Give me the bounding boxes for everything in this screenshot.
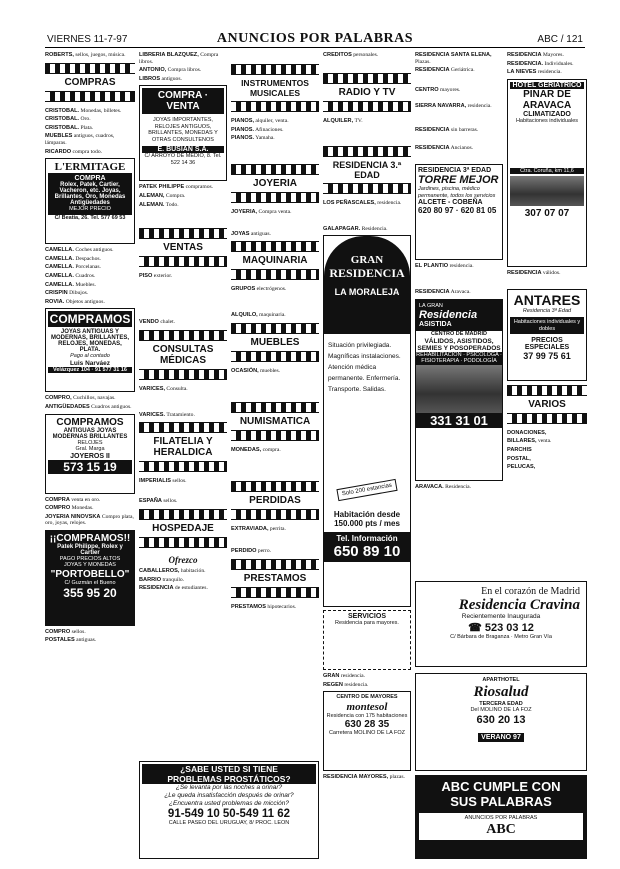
classified-ad: COMPRO, Cuchillos, navajas.	[45, 395, 116, 402]
montesol-ad: CENTRO DE MAYORES montesol Residencia con 175 habitaciones 630 28 35 Carretera MOLINO DE LA FOZ	[323, 691, 411, 771]
classified-ad: MUEBLES antiguos, cuadros, lámparas.	[45, 133, 115, 146]
antares-ad: ANTARES Residencia 3ª Edad Habitaciones individuales y dobles PRECIOS ESPECIALES 37 99 75 61	[507, 289, 587, 381]
classified-ad: COMPRO sellos.	[45, 628, 86, 635]
section-header-residencia: RESIDENCIA 3.ª EDAD	[323, 146, 411, 194]
classified-ad: CRISPIN Dibujos.	[45, 290, 89, 297]
classified-ad: EL PLANTIO residencia.	[415, 263, 474, 270]
classified-ad: LOS PEÑASCALES, residencia.	[323, 199, 402, 206]
classified-ad: RICARDO compra todo.	[45, 148, 103, 155]
classified-ad: VENDO chalet.	[139, 319, 176, 326]
classified-ad: CAMELLA. Cuadros.	[45, 272, 96, 279]
classified-ad: REGEN residencia.	[323, 681, 369, 688]
classified-ad: BARRIO tranquilo.	[139, 576, 185, 583]
classified-ad: ANTONIO, Compra libros.	[139, 67, 202, 74]
column-1	[45, 52, 135, 857]
classified-ad: GALAPAGAR. Residencia.	[323, 225, 388, 232]
classified-ad: RESIDENCIA de estudiantes.	[139, 585, 208, 592]
classified-ad: JOYERIA NINOVSKA Compro plata, oro, joyas, relojes.	[45, 513, 134, 527]
section-header-muebles: MUEBLES	[231, 323, 319, 362]
prostata-ad: ¿SABE USTED SI TIENE PROBLEMAS PROSTÁTICOS? ¿Se levanta por las noches a orinar? ¿Le queda insatisfacción después de orinar? ¿Encuentra usted problemas de micción? 91-549 10 50-549 11 62 CALLE PASEO DEL URUGUAY, 8/ PROC. LEON	[139, 761, 319, 859]
moraleja-badge: Solo 200 estancias	[336, 479, 397, 501]
column-6	[507, 52, 587, 572]
classified-ad: GRUPOS electrógenos.	[231, 286, 287, 293]
section-header-perdidas: PERDIDAS	[231, 481, 319, 520]
classified-ad: CAMELLA. Muebles.	[45, 281, 96, 288]
column-4	[323, 52, 411, 857]
section-header-ventas: VENTAS	[139, 228, 227, 267]
section-header-prestamos: PRESTAMOS	[231, 559, 319, 598]
classified-ad: SIERRA NAVARRA, residencia.	[415, 103, 492, 110]
section-header-joyeria: JOYERIA	[231, 164, 319, 203]
classified-ad: ALQUILO, maquinaria.	[231, 312, 286, 319]
classified-ad: RESIDENCIA Aravaca.	[415, 289, 471, 296]
classified-ad: VARICES, Consulta.	[139, 385, 188, 392]
classified-ad: COMPRO Monedas.	[45, 505, 94, 512]
moraleja-residence-ad: GRAN RESIDENCIA LA MORALEJA Situación privilegiada. Magníficas instalaciones. Atención médica permanente. Enfermería. Transporte. Salidas. Solo 200 estancias Habitación desde 150.000 pts / mes Tel. Información 650 89 10	[323, 235, 411, 607]
servicios-ad: SERVICIOS Residencia para mayores.	[323, 610, 411, 670]
classified-ad: EXTRAVIADA, perrita.	[231, 525, 286, 532]
classified-ad: LIBRERIA BLAZQUEZ, Compra libros.	[139, 52, 219, 65]
classified-ad: PRESTAMOS hipotecarios.	[231, 603, 297, 610]
classified-ad: CAMELLA. Coches antiguos.	[45, 247, 114, 254]
abc-logo: ABC	[486, 821, 516, 837]
classified-ad: ANTIGÜEDADES Cuadros antiguos.	[45, 403, 132, 410]
torre-mejor-ad: RESIDENCIA 3ª EDAD TORRE MEJOR Jardines, piscina, médico permanente, todos los servicios ALCETE - COBEÑA 620 80 97 · 620 81 05	[415, 164, 503, 260]
classified-ad: CRISTOBAL. Oro.	[45, 116, 91, 123]
classified-ad: CAMELLA. Porcelanas.	[45, 264, 101, 271]
section-header-hospedaje: HOSPEDAJE	[139, 509, 227, 548]
classified-ad: CRISTOBAL. Monedas, billetes.	[45, 107, 122, 114]
classified-ad: OCASIÓN, muebles.	[231, 367, 281, 374]
classified-ad: CENTRO mayores.	[415, 87, 461, 94]
classified-ad: COMPRA venta en oro.	[45, 496, 101, 503]
classified-ad: RESIDENCIA MAYORES, plazas.	[323, 774, 405, 781]
classified-ad: RESIDENCIA SANTA ELENA, Plazas.	[415, 52, 492, 65]
classified-ad: PIANOS. Afinaciones.	[231, 126, 284, 133]
classified-ad: LIBROS antiguos.	[139, 75, 182, 82]
classified-ad: POSTAL,	[507, 455, 531, 462]
section-title: ANUNCIOS POR PALABRAS	[216, 31, 414, 46]
pinar-aravaca-ad: HOTEL GERIATRICO PINAR DE ARAVACA CLIMATIZADO Habitaciones individuales Ctra. Coruña, km 11,6 307 07 07	[507, 79, 587, 267]
classified-ad: VARICES. Tratamiento.	[139, 411, 195, 418]
classified-ad: GRAN residencia.	[323, 673, 365, 680]
residence-photo	[416, 365, 502, 413]
classified-ad: PIANOS. Yamaha.	[231, 135, 275, 142]
abc-promo-banner: ABC CUMPLE CON SUS PALABRAS ANUNCIOS POR PALABRAS ABC	[415, 775, 587, 859]
classified-ad: ALEMAN, Compra.	[139, 192, 186, 199]
hotel-photo	[510, 176, 584, 206]
riosalud-ad: APARTHOTEL Riosalud TERCERA EDAD Del MOLINO DE LA FOZ 630 20 13 VERANO 97	[415, 673, 587, 771]
section-header-maquinaria: MAQUINARIA	[231, 241, 319, 280]
classified-ad: ALQUILER, TV.	[323, 117, 363, 124]
classified-ad: CABALLEROS, habitación.	[139, 567, 206, 574]
classified-ad: ROVIA. Objetos antiguos.	[45, 298, 105, 305]
classified-ad: Ofrezco	[168, 554, 198, 565]
classified-ad: RESIDENCIA sin barreras.	[415, 127, 479, 134]
compra-venta-ad: COMPRA · VENTA JOYAS IMPORTANTES, RELOJES ANTIGUOS, BRILLANTES, MONEDAS Y OTRAS CONSULTENOS E. BUSIAN S.A. C/ ARROYO DE MEDIO, 8. Tel. 522 14 36	[139, 85, 227, 181]
checker-band	[45, 91, 135, 102]
page-header	[45, 32, 585, 48]
column-2	[139, 52, 227, 857]
classified-ad: RESIDENCIA. Individuales.	[507, 60, 574, 67]
page-number: ABC / 121	[537, 34, 583, 45]
classified-ad: ALEMAN. Todo.	[139, 201, 179, 208]
compramos-joyeros-ad: COMPRAMOS ANTIGUAS JOYAS MODERNAS BRILLANTES RELOJES Gral. Marga JOYEROS II 573 15 19	[45, 414, 135, 494]
section-header-varios: VARIOS	[507, 385, 587, 424]
classified-ad: PISO exterior.	[139, 273, 173, 280]
section-header-radio: RADIO Y TV	[323, 73, 411, 112]
classified-ad: POSTALES antiguas.	[45, 637, 97, 644]
portobello-ad: ¡¡COMPRAMOS!! Patek Philippe, Rolex y Cartier PAGO PRECIOS ALTOS JOYAS Y MONEDAS "PORTOBELLO" C/ Guzmán el Bueno 355 95 20	[45, 530, 135, 626]
section-header-filatelia: FILATELIA Y HERALDICA	[139, 422, 227, 472]
cravina-ad: En el corazón de Madrid Residencia Cravina Recientemente Inaugurada ☎ 523 03 12 C/ Bárbara de Braganza · Metro Gran Vía	[415, 581, 587, 667]
classified-ad: DONACIONES,	[507, 429, 547, 436]
classified-ad: JOYERIA, Compra venta.	[231, 208, 292, 215]
classified-ad: RESIDENCIA Geriátrica.	[415, 67, 475, 74]
section-header-instrumentos: INSTRUMENTOS MUSICALES	[231, 64, 319, 112]
classified-ad: PELUCAS,	[507, 464, 536, 471]
classified-ad: CREDITOS personales.	[323, 52, 379, 58]
section-header-consultas: CONSULTAS MÉDICAS	[139, 330, 227, 380]
classified-ad: RESIDENCIA válidos.	[507, 269, 561, 276]
section-header-compras: COMPRAS	[45, 63, 135, 102]
classified-ad: ESPAÑA sellos.	[139, 498, 178, 505]
classified-ad: PARCHIS	[507, 446, 532, 453]
column-5	[415, 52, 503, 572]
classified-ad: CAMELLA. Despachos.	[45, 255, 101, 262]
classified-ad: RESIDENCIA Ancianos.	[415, 145, 474, 152]
issue-date: VIERNES 11-7-97	[47, 34, 128, 45]
classified-ad: BILLARES, venta.	[507, 438, 552, 445]
classified-ad: MONEDAS, compra.	[231, 446, 281, 453]
classified-ad: RESIDENCIA Mayores.	[507, 52, 564, 58]
section-header-numismatica: NUMISMATICA	[231, 402, 319, 441]
column-3	[231, 52, 319, 752]
residencia-asistida-ad: LA GRAN Residencia ASISTIDA CENTRO DE MADRID VÁLIDOS, ASISTIDOS, SEMIES Y POSOPERADOS REHABILITACIÓN · PSICÓLOGA · FISIOTERAPIA · PODOLOGÍA 331 31 01	[415, 299, 503, 481]
compramos-ad: COMPRAMOS JOYAS ANTIGUAS Y MODERNAS, BRILLANTES, RELOJES, MONEDAS, PLATA. Pago al contado Luis Narváez Velázquez 104 · 91 577 31 16	[45, 308, 135, 392]
classified-ad: ARAVACA. Residencia.	[415, 483, 472, 490]
classified-ad: JOYAS antiguas.	[231, 230, 271, 237]
classified-ad: PATEK PHILIPPE compramos.	[139, 184, 214, 191]
ermitage-ad: L'ERMITAGE COMPRA Rolex, Patek, Cartier, Vacheron, etc. Joyas, Brillantes, Oro, Monedas Antigüedades MEJOR PRECIO C/ Beatia, 26. Tel. 577 69 53	[45, 158, 135, 244]
classified-ad: LA NIEVES residencia.	[507, 69, 562, 76]
classified-ad: CRISTOBAL. Plata.	[45, 124, 94, 131]
checker-band	[45, 63, 135, 74]
classified-ad: PERDIDO perro.	[231, 547, 272, 554]
classified-ad: PIANOS, alquiler, venta.	[231, 118, 289, 124]
classified-ad: ROBERTS, sellos, juegos, música.	[45, 52, 126, 58]
classified-ad: IMPERIALIS sellos.	[139, 478, 187, 485]
